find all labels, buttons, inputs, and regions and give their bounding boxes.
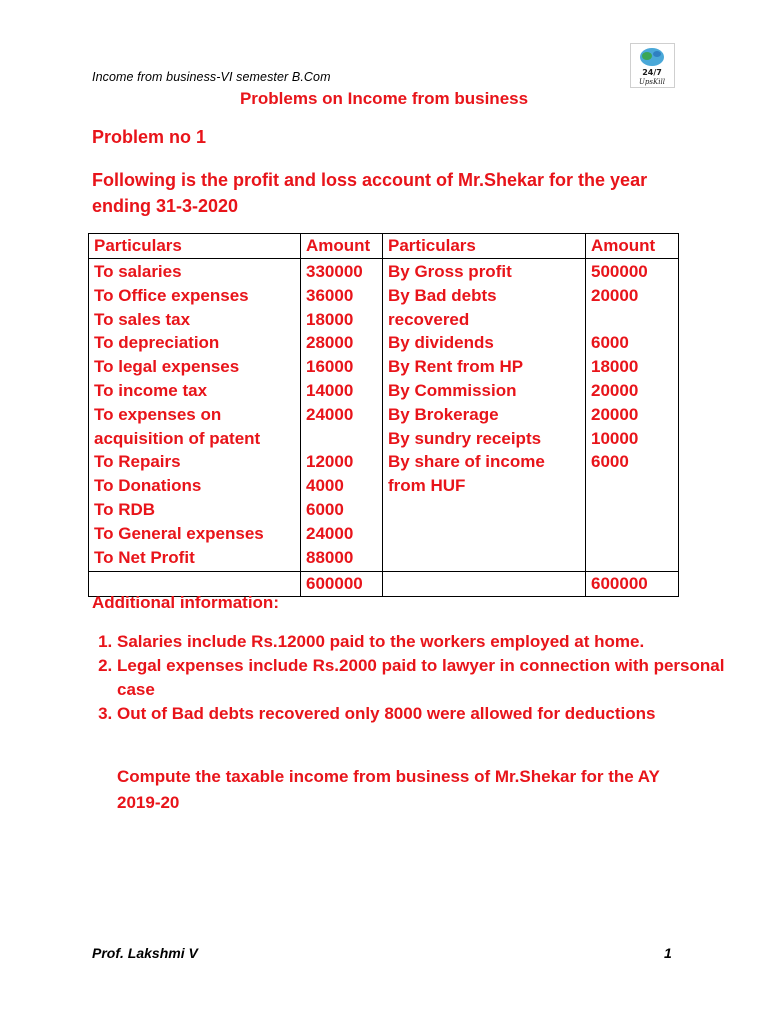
header-debit-amount: Amount <box>301 234 383 259</box>
credit-amount: 18000 <box>591 357 639 377</box>
credit-amount: 10000 <box>591 428 639 448</box>
additional-info-heading: Additional information: <box>92 593 279 612</box>
debit-amount: 18000 <box>306 309 354 329</box>
header-course-title: Income from business-VI semester B.Com <box>92 70 331 84</box>
compute-instruction: Compute the taxable income from business of Mr.Shekar for the AY 2019-20 <box>117 767 660 812</box>
credit-particular: By Brokerage <box>388 404 499 424</box>
debit-amount: 24000 <box>306 404 354 424</box>
debit-amount: 6000 <box>306 499 344 519</box>
logo-text-top: 24/7 <box>642 68 662 77</box>
debit-amount: 36000 <box>306 285 354 305</box>
page-title: Problems on Income from business <box>239 89 529 108</box>
debit-particular: To salaries <box>94 262 182 281</box>
debit-amount: 14000 <box>306 380 354 400</box>
debit-particular: To expenses on <box>94 404 222 424</box>
table-body-row <box>89 259 679 572</box>
debit-particular: To legal expenses <box>94 357 240 377</box>
debit-particulars-column <box>89 259 301 572</box>
debit-amount: 88000 <box>306 547 354 567</box>
credit-particular: By Gross profit <box>388 262 512 281</box>
credit-particular: By Commission <box>388 380 517 400</box>
credit-particular: By share of income <box>388 452 545 472</box>
credit-particular-continued: from HUF <box>388 476 466 496</box>
credit-amount: 6000 <box>591 452 629 472</box>
page-number: 1 <box>664 945 672 961</box>
debit-amount: 28000 <box>306 333 354 353</box>
footer-author: Prof. Lakshmi V <box>92 945 198 961</box>
total-credit-label-cell <box>383 572 586 597</box>
debit-amount: 12000 <box>306 452 354 472</box>
problem-number: Problem no 1 <box>92 127 207 147</box>
debit-amount: 16000 <box>306 357 354 377</box>
logo-text-bottom: UpsKill <box>639 78 665 86</box>
credit-amount: 500000 <box>591 262 648 281</box>
credit-amount: 20000 <box>591 380 639 400</box>
total-debit-amount: 600000 <box>301 572 383 597</box>
credit-particular: By dividends <box>388 333 494 353</box>
credit-particular: By Bad debts <box>388 285 497 305</box>
credit-particular-continued: recovered <box>388 309 470 329</box>
debit-particular: To RDB <box>94 499 156 519</box>
debit-particular: To General expenses <box>94 523 264 543</box>
debit-particular: To Repairs <box>94 452 181 472</box>
debit-particular-continued: acquisition of patent <box>94 428 261 448</box>
credit-particular: By Rent from HP <box>388 357 524 377</box>
credit-particular: By sundry receipts <box>388 428 542 448</box>
header-debit-particulars: Particulars <box>89 234 301 259</box>
debit-amount-column <box>301 259 383 572</box>
debit-amount: 4000 <box>306 476 344 496</box>
header-credit-particulars: Particulars <box>383 234 586 259</box>
credit-amount: 20000 <box>591 404 639 424</box>
list-item: 3. Out of Bad debts recovered only 8000 were allowed for deductions <box>117 702 737 726</box>
debit-amount: 330000 <box>306 262 363 281</box>
debit-particular: To Office expenses <box>94 285 249 305</box>
credit-amount-column <box>586 259 679 572</box>
list-item: 1. Salaries include Rs.12000 paid to the workers employed at home. <box>117 630 737 654</box>
debit-particular: To Net Profit <box>94 547 195 567</box>
debit-amount: 24000 <box>306 523 354 543</box>
profit-loss-table <box>88 233 679 597</box>
debit-particular: To depreciation <box>94 333 220 353</box>
credit-particulars-column <box>383 259 586 572</box>
debit-particular: To Donations <box>94 476 202 496</box>
credit-amount: 20000 <box>591 285 639 305</box>
credit-amount: 6000 <box>591 333 629 353</box>
spacer <box>306 427 377 451</box>
upskill-logo <box>630 43 675 88</box>
problem-intro: Following is the profit and loss account of Mr.Shekar for the year ending 31-3-2020 <box>92 170 648 216</box>
list-item: 2. Legal expenses include Rs.2000 paid to lawyer in connection with personal case <box>117 654 737 702</box>
total-credit-amount: 600000 <box>586 572 679 597</box>
additional-info-list <box>92 630 737 726</box>
spacer <box>591 308 673 332</box>
table-header-row <box>89 234 679 259</box>
debit-particular: To sales tax <box>94 309 191 329</box>
debit-particular: To income tax <box>94 380 208 400</box>
header-credit-amount: Amount <box>586 234 679 259</box>
